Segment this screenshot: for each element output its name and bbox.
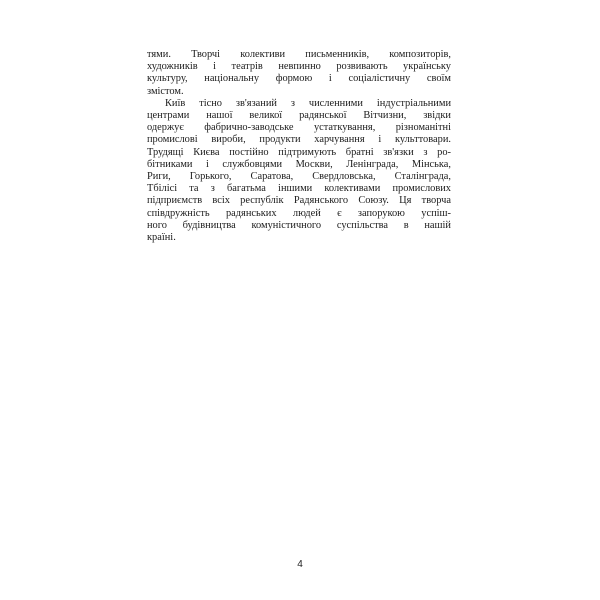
paragraph-1 (147, 49, 451, 98)
text-line: культуру, національну формою і соціалістичну своїм (147, 73, 451, 85)
text-line: Риги, Горького, Саратова, Свердловська, Сталінграда, (147, 171, 451, 183)
text-line: ного будівництва комуністичного суспільства в нашій (147, 219, 451, 231)
text-line: бітниками і службовцями Москви, Ленінграда, Мінська, (147, 158, 451, 170)
body-text (147, 49, 451, 244)
text-line: Тбілісі та з багатьма іншими колективами промислових (147, 183, 451, 195)
text-line: одержує фабрично-заводське устаткування, різноманітні (147, 122, 451, 134)
text-line: Трудящі Києва постійно підтримують братні зв'язки з ро- (147, 146, 451, 158)
page-number: 4 (297, 559, 303, 570)
text-line: художників і театрів невпинно розвивають українську (147, 61, 451, 73)
text-line: центрами нашої великої радянської Вітчизни, звідки (147, 110, 451, 122)
text-line: змістом. (147, 85, 184, 97)
text-line: підприємств всіх республік Радянського Союзу. Ця творча (147, 195, 451, 207)
paragraph-2 (147, 98, 451, 244)
text-line: Київ тісно зв'язаний з численними індустріальними (165, 97, 451, 109)
text-line: промислові вироби, продукти харчування і культтовари. (147, 134, 451, 146)
text-line: співдружність радянських людей є запорукою успіш- (147, 207, 451, 219)
text-line: тями. Творчі колективи письменників, композиторів, (147, 49, 451, 60)
text-line: країні. (147, 232, 176, 244)
